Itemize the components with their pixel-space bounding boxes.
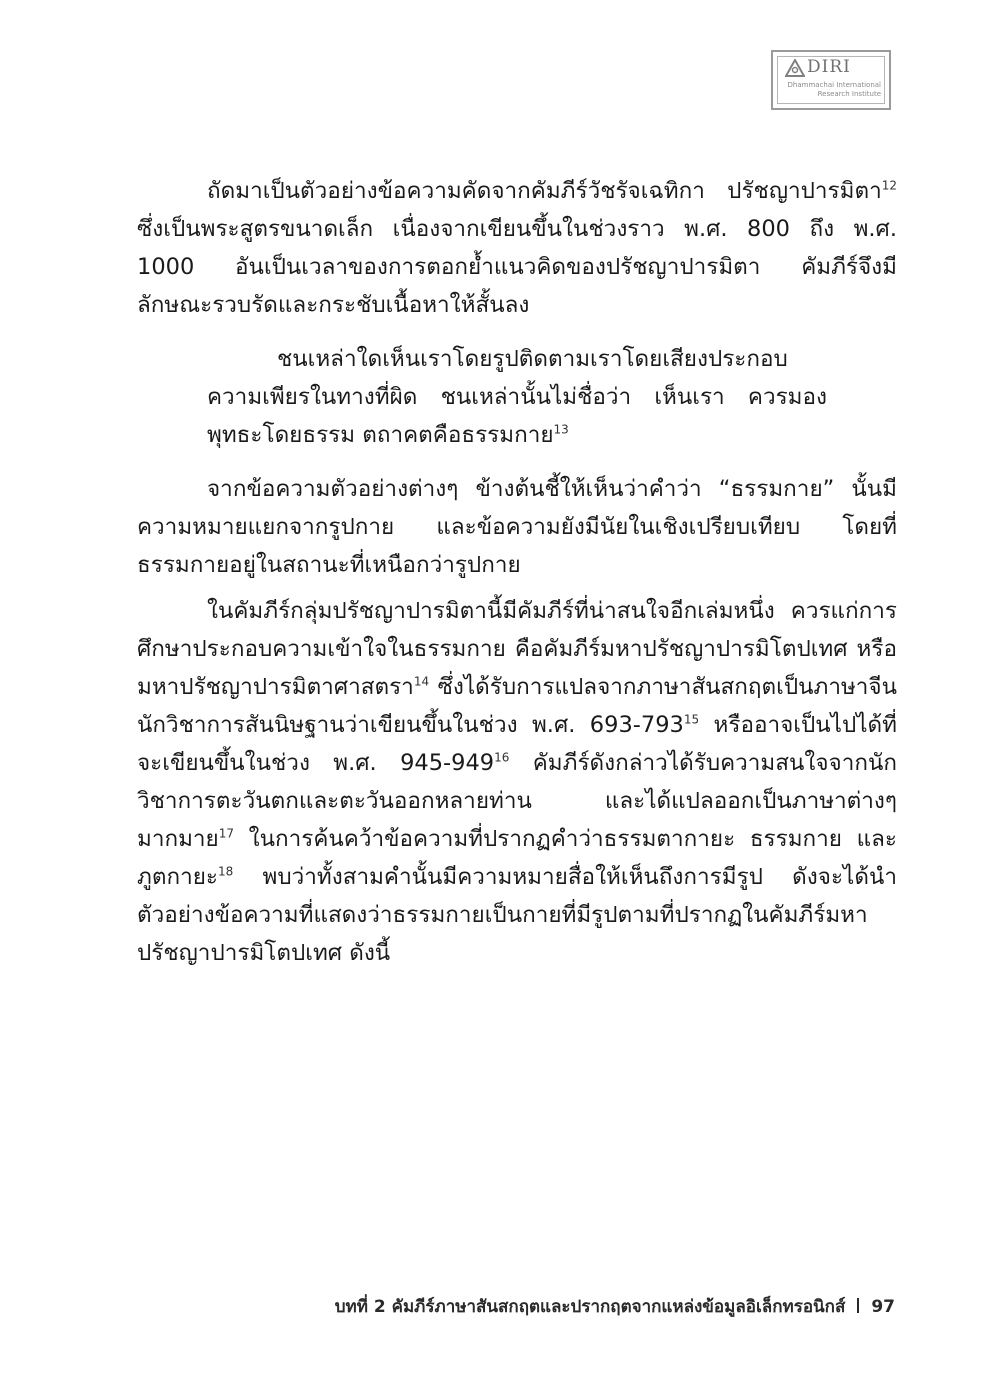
footer-divider — [857, 1298, 859, 1313]
logo-brand: DIRI — [807, 57, 851, 77]
logo-subtitle-line1: Dhammachai International — [787, 81, 881, 89]
page-body — [137, 172, 897, 972]
footnote-ref-16[interactable]: 16 — [494, 750, 510, 765]
paragraph-3-text-2: ซึ่งได้รับการแปลจากภาษาสันสกฤตเป็นภาษาจีน นักวิชาการสันนิษฐานว่าเขียนขึ้นในช่วง พ.ศ. 693-793 — [137, 674, 897, 738]
page-number: 97 — [871, 1297, 895, 1317]
footnote-ref-15[interactable]: 15 — [683, 712, 700, 727]
paragraph-3-text-1: ในคัมภีร์กลุ่มปรัชญาปารมิตานี้มีคัมภีร์ที่น่าสนใจอีกเล่มหนึ่ง ควรแก่การศึกษาประกอบความเข้าใจในธรรมกาย คือคัมภีร์มหาปรัชญาปารมิโตปเทศ หรือมหาปรัชญาปารมิตาศาสตรา — [137, 598, 897, 700]
triangle-logo-icon — [785, 59, 805, 77]
paragraph-3 — [137, 592, 897, 972]
footnote-ref-14[interactable]: 14 — [413, 674, 430, 689]
paragraph-3-text-3: หรืออาจเป็นไปได้ที่จะเขียนขึ้นในช่วง พ.ศ. 945-949 — [137, 712, 897, 776]
footnote-ref-13[interactable]: 13 — [553, 422, 569, 437]
footnote-ref-12[interactable]: 12 — [881, 178, 897, 193]
block-quote — [207, 340, 827, 454]
paragraph-3-text-4: คัมภีร์ดังกล่าวได้รับความสนใจจากนักวิชาการตะวันตกและตะวันออกหลายท่าน และได้แปลออกเป็นภาษาต่างๆ มากมาย — [137, 750, 897, 852]
page-footer — [335, 1293, 895, 1320]
diri-logo — [771, 50, 891, 110]
logo-subtitle-line2: Research Institute — [817, 90, 881, 98]
chapter-title: บทที่ 2 คัมภีร์ภาษาสันสกฤตและปรากฤตจากแหล่งข้อมูลอิเล็กทรอนิกส์ — [334, 1297, 846, 1317]
paragraph-3-text-6: พบว่าทั้งสามคำนั้นมีความหมายสื่อให้เห็นถึงการมีรูป ดังจะได้นำตัวอย่างข้อความที่แสดงว่าธรรมกายเป็นกายที่มีรูปตามที่ปรากฏในคัมภีร์มหาปรัชญาปารมิโตปเทศ ดังนี้ — [137, 864, 897, 966]
paragraph-1-text: ถัดมาเป็นตัวอย่างข้อความคัดจากคัมภีร์วัชรัจเฉทิกา ปรัชญาปารมิตา — [207, 178, 882, 204]
footnote-ref-17[interactable]: 17 — [218, 826, 235, 841]
paragraph-1 — [137, 172, 897, 324]
logo-subtitle — [785, 81, 881, 99]
footnote-ref-18[interactable]: 18 — [217, 864, 234, 879]
paragraph-1-text-cont: ซึ่งเป็นพระสูตรขนาดเล็ก เนื่องจากเขียนขึ้นในช่วงราว พ.ศ. 800 ถึง พ.ศ. 1000 อันเป็นเวลาของการตอกย้ำแนวคิดของปรัชญาปารมิตา คัมภีร์จึงมีลักษณะรวบรัดและกระชับเนื้อหาให้สั้นลง — [137, 216, 897, 318]
paragraph-2 — [137, 470, 897, 584]
paragraph-2-text: จากข้อความตัวอย่างต่างๆ ข้างต้นชี้ให้เห็นว่าคำว่า “ธรรมกาย” นั้นมีความหมายแยกจากรูปกาย และข้อความยังมีนัยในเชิงเปรียบเทียบ โดยที่ธรรมกายอยู่ในสถานะที่เหนือกว่ารูปกาย — [137, 476, 897, 578]
quote-text: ชนเหล่าใดเห็นเราโดยรูปติดตามเราโดยเสียงประกอบความเพียรในทางที่ผิด ชนเหล่านั้นไม่ชื่อว่า เห็นเรา ควรมองพุทธะโดยธรรม ตถาคตคือธรรมกาย — [207, 346, 827, 448]
paragraph-3-text-5: ในการค้นคว้าข้อความที่ปรากฏคำว่าธรรมตากายะ ธรรมกาย และ ภูตกายะ — [137, 826, 897, 890]
paragraph-spacer — [137, 584, 897, 592]
